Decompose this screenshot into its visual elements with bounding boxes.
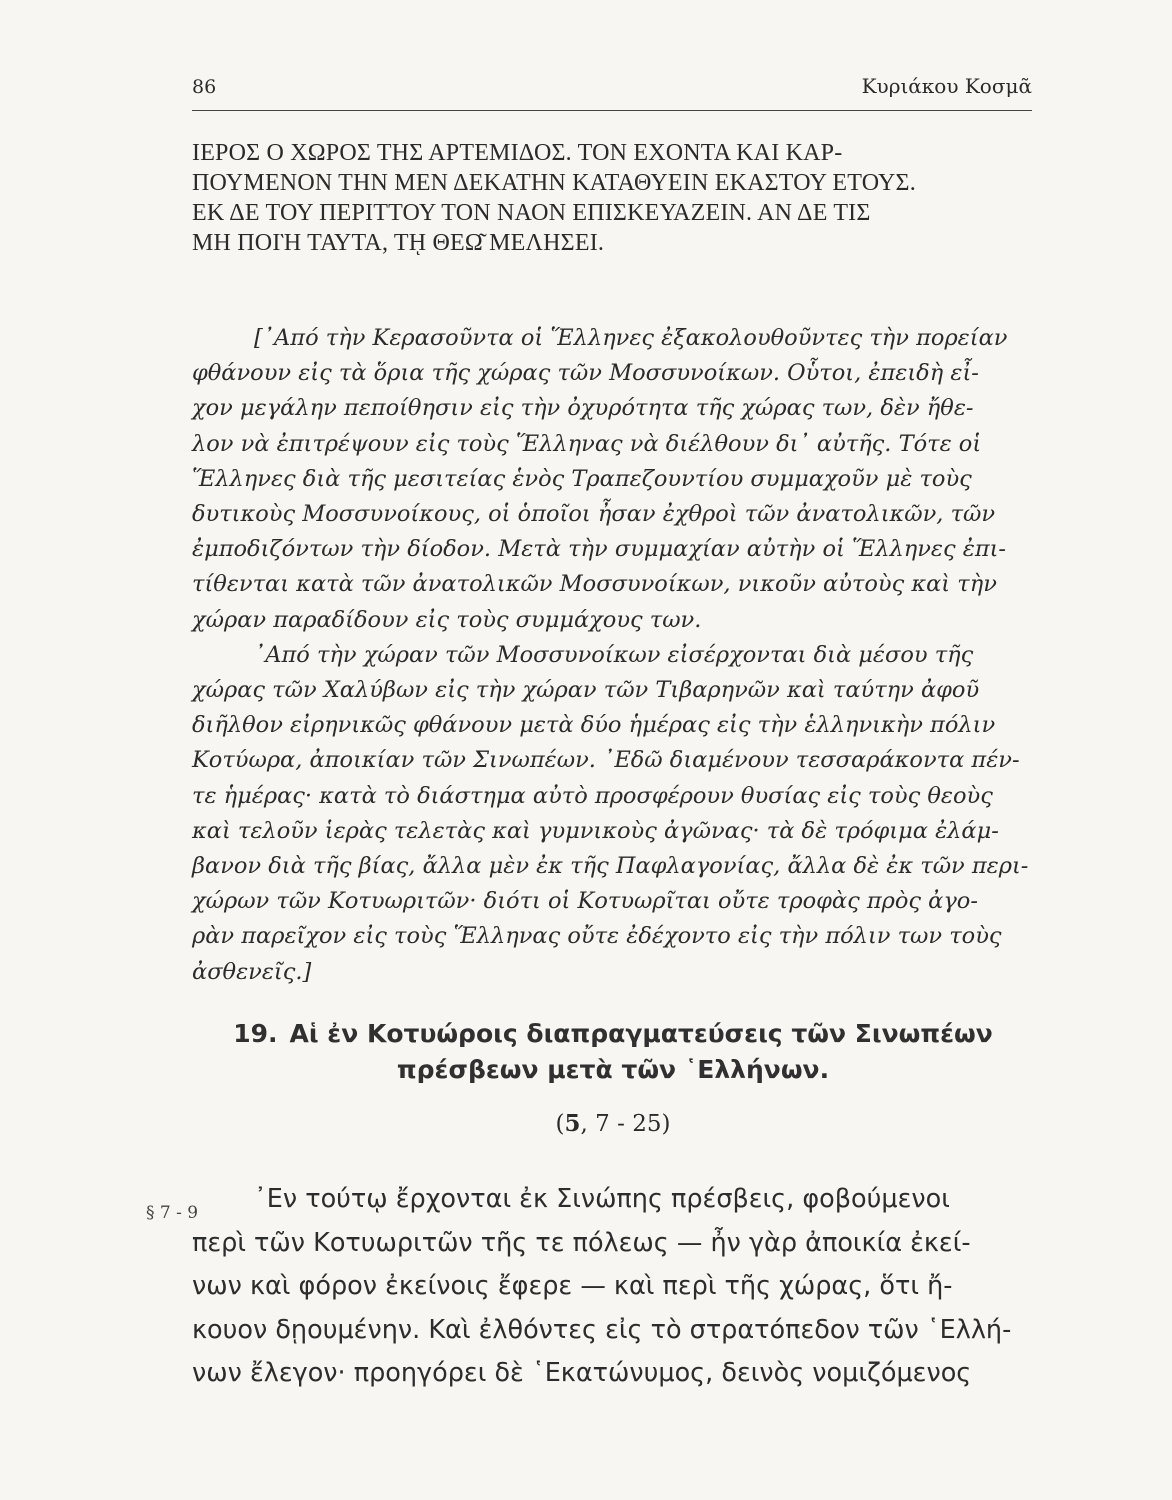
ref-open: ( [555,1111,565,1137]
section-heading [192,1016,1034,1088]
summary-line: ρὰν παρεῖχον εἰς τοὺς Ἕλληνας οὔτε ἐδέχοντο εἰς τὴν πόλιν των τοὺς [192,923,1002,950]
summary-line: βανον διὰ τῆς βίας, ἄλλα μὲν ἐκ τῆς Παφλαγονίας, ἄλλα δὲ ἐκ τῶν περι- [192,853,1029,880]
summary-line: ᾽Από τὴν χώραν τῶν Μοσσυνοίκων εἰσέρχονται διὰ μέσου τῆς [254,641,974,668]
summary-line: τίθενται κατὰ τῶν ἀνατολικῶν Μοσσυνοίκων, νικοῦν αὐτοὺς καὶ τὴν [192,571,997,598]
running-head [192,74,1032,104]
margin-reference: § 7 - 9 [146,1203,199,1223]
summary-line: χον μεγάλην πεποίθησιν εἰς τὴν ὀχυρότητα τῆς χώρας των, δὲν ἤθε- [192,395,974,422]
summary-line: Κοτύωρα, ἀποικίαν τῶν Σινωπέων. ᾽Εδῶ διαμένουν τεσσαράκοντα πέν- [192,747,1020,774]
ref-book: 5 [564,1110,581,1137]
inscription-line: ΕΚ ΔΕ ΤΟΥ ΠΕΡΙΤΤΟΥ ΤΟΝ ΝΑΟΝ ΕΠΙΣΚΕΥΑΖΕΙΝ. ΑΝ ΔΕ ΤΙΣ [192,200,871,226]
greek-text-line: κουον δῃουμένην. Καὶ ἐλθόντες εἰς τὸ στρατόπεδον τῶν ῾Ελλή- [192,1314,1012,1345]
summary-line: ἐμποδιζόντων τὴν δίοδον. Μετὰ τὴν συμμαχίαν αὐτὴν οἱ Ἕλληνες ἐπι- [192,536,1007,563]
page-number: 86 [192,76,217,98]
summary-line: [᾽Από τὴν Κερασοῦντα οἱ Ἕλληνες ἐξακολουθοῦντες τὴν πορείαν [254,325,1008,351]
greek-text-block [192,1178,1034,1396]
summary-line: καὶ τελοῦν ἱερὰς τελετὰς καὶ γυμνικοὺς ἀγῶνας· τὰ δὲ τρόφιμα ἐλάμ- [192,817,999,844]
summary-line: τε ἡμέρας· κατὰ τὸ διάστημα αὐτὸ προσφέρουν θυσίας εἰς τοὺς θεοὺς [192,782,993,809]
greek-text-line: νων ἔλεγον· προηγόρει δὲ ῾Εκατώνυμος, δεινὸς νομιζόμενος [192,1358,972,1388]
header-rule [192,110,1032,111]
inscription-line: ΙΕΡΟΣ Ο ΧΩΡΟΣ ΤΗΣ ΑΡΤΕΜΙΔΟΣ. ΤΟΝ ΕΧΟΝΤΑ ΚΑΙ ΚΑΡ- [192,140,843,166]
section-title-text: Αἱ ἐν Κοτυώροις διαπραγματεύσεις τῶν Σινωπέων [289,1019,993,1048]
summary-line: ἀσθενεῖς.] [192,958,312,985]
summary-line: χώρας τῶν Χαλύβων εἰς τὴν χώραν τῶν Τιβαρηνῶν καὶ ταύτην ἀφοῦ [192,677,980,704]
section-title-line-1 [192,1016,1034,1052]
summary-line: φθάνουν εἰς τὰ ὅρια τῆς χώρας τῶν Μοσσυνοίκων. Οὗτοι, ἐπειδὴ εἶ- [192,360,979,387]
section-reference [192,1110,1034,1137]
ref-rest: , 7 - 25) [580,1111,671,1137]
inscription-block [192,138,1034,258]
section-number: 19. [233,1019,278,1048]
inscription-line: ΠΟΥΜΕΝΟΝ ΤΗΝ ΜΕΝ ΔΕΚΑΤΗΝ ΚΑΤΑΘΥΕΙΝ ΕΚΑΣΤΟΥ ΕΤΟΥΣ. [192,170,916,196]
summary-block [192,321,1034,990]
summary-line: δυτικοὺς Μοσσυνοίκους, οἱ ὁποῖοι ἦσαν ἐχθροὶ τῶν ἀνατολικῶν, τῶν [192,501,996,528]
greek-text-line: περὶ τῶν Κοτυωριτῶν τῆς τε πόλεως — ἦν γὰρ ἀποικία ἐκεί- [192,1227,971,1258]
header-author: Κυριάκου Κοσμᾶ [861,74,1032,98]
summary-line: χώραν παραδίδουν εἰς τοὺς συμμάχους των. [192,606,702,633]
inscription-line: ΜΗ ΠΟΙῊ ΤΑΥΤΑ, Τῌ ΘΕΩ͂ ΜΕΛΗΣΕΙ. [192,230,605,256]
greek-text-line: ᾽Εν τούτῳ ἔρχονται ἐκ Σινώπης πρέσβεις, φοβούμενοι [254,1184,950,1214]
summary-line: λον νὰ ἐπιτρέψουν εἰς τοὺς Ἕλληνας νὰ διέλθουν δι᾽ αὐτῆς. Τότε οἱ [192,430,982,457]
section-title-line-2: πρέσβεων μετὰ τῶν ῾Ελλήνων. [396,1055,830,1084]
summary-line: διῆλθον εἰρηνικῶς φθάνουν μετὰ δύο ἡμέρας εἰς τὴν ἑλληνικὴν πόλιν [192,712,996,739]
greek-text-line: νων καὶ φόρον ἐκείνοις ἔφερε — καὶ περὶ τῆς χώρας, ὅτι ἤ- [192,1271,953,1301]
summary-line: χώρων τῶν Κοτυωριτῶν· διότι οἱ Κοτυωρῖται οὔτε τροφὰς πρὸς ἀγο- [192,888,978,915]
summary-line: Ἕλληνες διὰ τῆς μεσιτείας ἑνὸς Τραπεζουντίου συμμαχοῦν μὲ τοὺς [192,465,972,492]
